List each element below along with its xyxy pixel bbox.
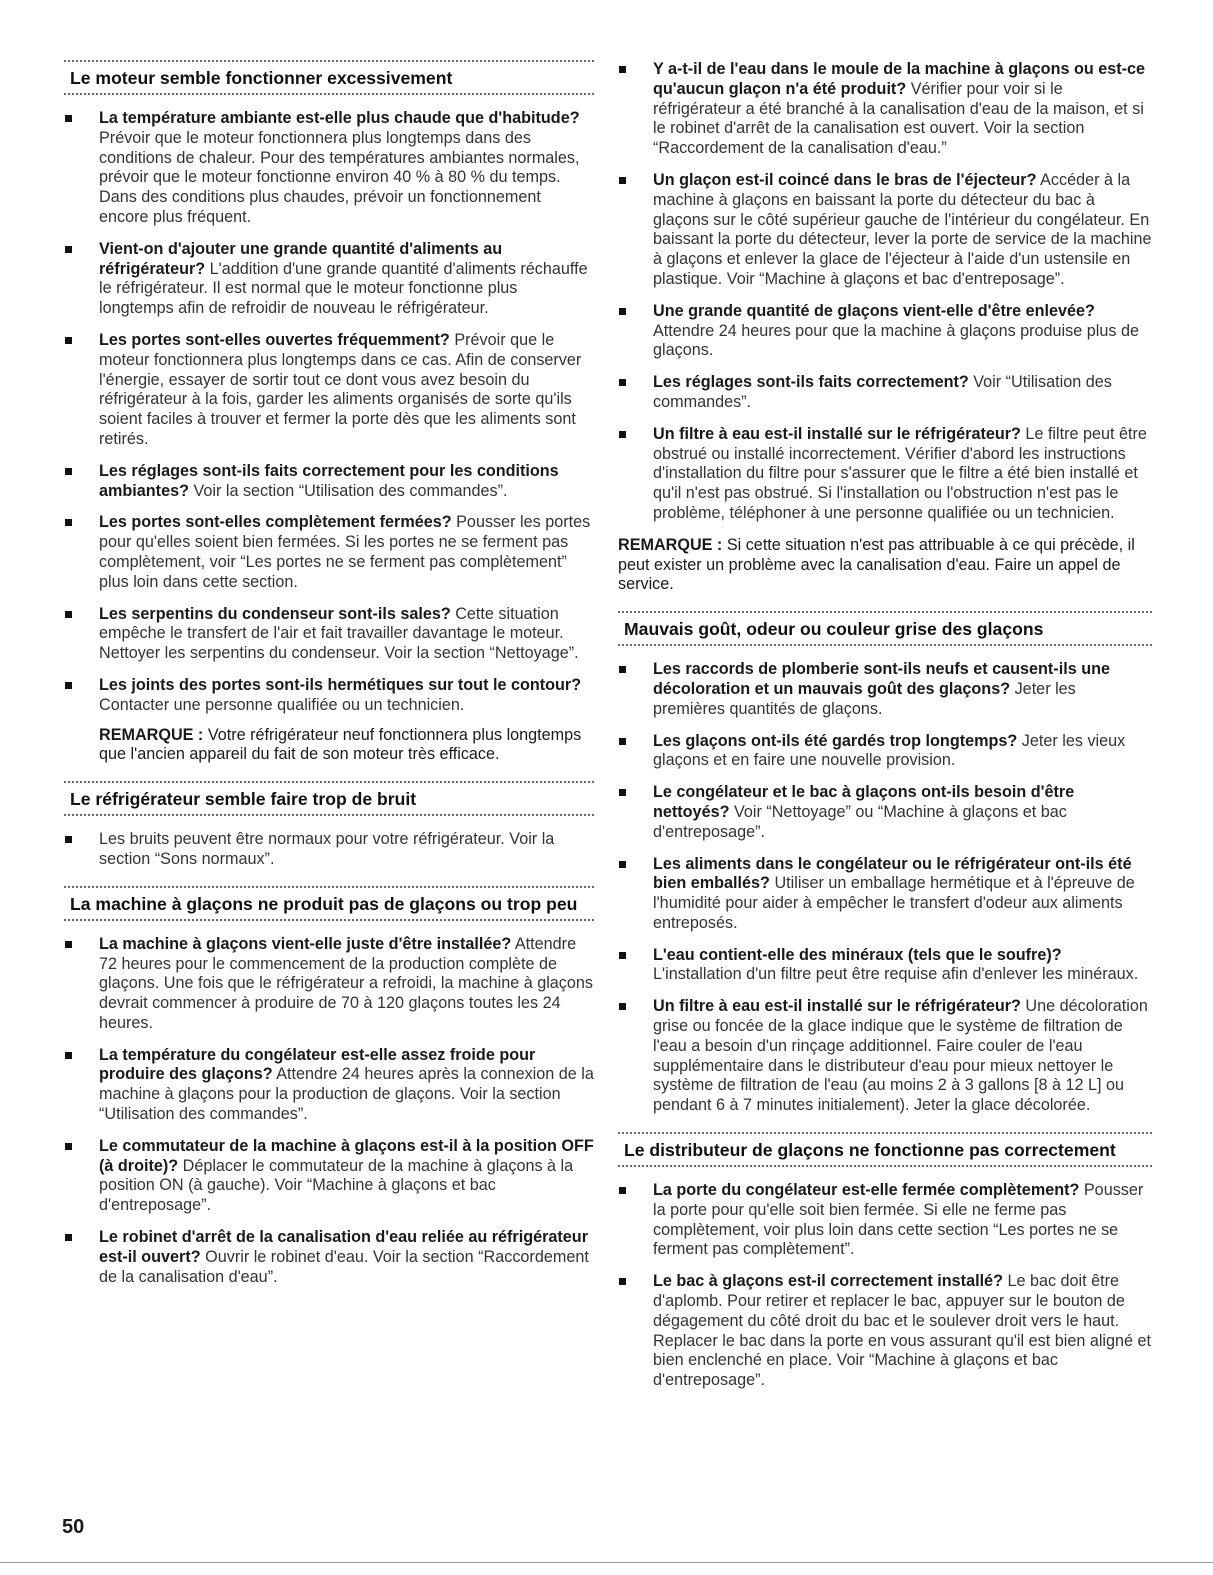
item-question: Le bac à glaçons est-il correctement installé?	[653, 1272, 1003, 1291]
list-item	[64, 1228, 594, 1287]
section-heading	[64, 60, 594, 95]
bullet-icon	[65, 246, 72, 253]
item-answer: Pousser la porte pour qu'elle soit bien fermée. Si elle ne ferme pas complètement, voir plus loin dans cette section “Les portes ne se ferment pas complètement”.	[653, 1181, 1144, 1259]
item-answer: Ouvrir le robinet d'eau. Voir la section “Raccordement de la canalisation d'eau”.	[99, 1247, 589, 1286]
item-question: Le congélateur et le bac à glaçons ont-ils besoin d'être nettoyés?	[653, 783, 1075, 821]
item-question: La température du congélateur est-elle assez froide pour produire des glaçons?	[99, 1045, 536, 1084]
list-item	[618, 1181, 1152, 1260]
item-list	[618, 60, 1152, 524]
bullet-icon	[65, 1052, 72, 1059]
item-list	[618, 660, 1152, 1116]
item-answer: Utiliser un emballage hermétique et à l'épreuve de l'humidité pour aider à empêcher le transfert d'odeur aux aliments entreposés.	[653, 874, 1135, 932]
section-title: Le moteur semble fonctionner excessivement	[70, 68, 453, 88]
item-answer: Le filtre peut être obstrué ou installé incorrectement. Vérifier d'abord les instructions d'installation du filtre pour s'assurer que le filtre a été bien installé et qu'il n'est pas obstrué. Si l'installation ou l'obstruction n'est pas le problème, téléphoner à une personne qualifiée ou un technicien.	[653, 424, 1147, 522]
bullet-icon	[619, 1278, 626, 1285]
list-item	[618, 425, 1152, 524]
list-item	[618, 660, 1152, 719]
item-answer: L'addition d'une grande quantité d'aliments réchauffe le réfrigérateur. Il est normal que le moteur fonctionne plus longtemps afin de refroidir de nouveau le réfrigérateur.	[99, 259, 588, 318]
list-item	[64, 109, 594, 228]
item-answer: Une décoloration grise ou foncée de la glace indique que le système de filtration de l'eau a besoin d'un rinçage additionnel. Faire couler de l'eau supplémentaire dans le distributeur d'eau pour mieux nettoyer le système de filtration de l'eau (au moins 2 à 3 gallons [8 à 12 L] ou pendant 6 à 7 minutes initialement). Jeter la glace décolorée.	[653, 997, 1148, 1115]
item-answer: Pousser les portes pour qu'elles soient bien fermées. Si les portes ne se ferment pas complètement, voir “Les portes ne se ferment pas complètement” plus loin dans cette section.	[99, 513, 591, 591]
bullet-icon	[619, 666, 626, 673]
list-item	[64, 331, 594, 450]
list-item	[618, 373, 1152, 413]
item-answer: Accéder à la machine à glaçons en baissant la porte du détecteur du bac à glaçons sur le côté supérieur gauche de l'intérieur du congélateur. En baissant la porte du détecteur, lever la porte de service de la machine à glaçons et enlever la glace de l'éjecteur à l'aide d'un ustensile en plastique. Voir “Machine à glaçons et bac d'entreposage”.	[653, 170, 1152, 288]
section-mauvais-gout	[618, 611, 1152, 1116]
item-answer: Prévoir que le moteur fonctionnera plus longtemps dans ce cas. Afin de conserver l'énergie, essayer de sortir tout ce dont vous avez besoin du réfrigérateur à la fois, garder les aliments organisés de sorte qu'ils soient faciles à trouver et fermer la porte dès que les aliments sont retirés.	[99, 330, 582, 448]
bullet-icon	[619, 66, 626, 73]
item-question: Le robinet d'arrêt de la canalisation d'eau reliée au réfrigérateur est-il ouvert?	[99, 1228, 588, 1266]
item-question: Les serpentins du condenseur sont-ils sales?	[99, 604, 451, 623]
item-answer: Attendre 24 heures pour que la machine à glaçons produise plus de glaçons.	[653, 321, 1139, 360]
item-list	[64, 935, 594, 1288]
bullet-icon	[619, 952, 626, 959]
list-item	[64, 240, 594, 319]
item-answer: Jeter les premières quantités de glaçons.	[653, 679, 1076, 718]
bullet-icon	[619, 308, 626, 315]
footer-rule	[0, 1562, 1213, 1563]
bullet-icon	[619, 431, 626, 438]
item-question: Les portes sont-elles complètement fermées?	[99, 513, 452, 532]
item-list	[618, 1181, 1152, 1391]
list-item	[64, 1137, 594, 1216]
list-item	[618, 60, 1152, 159]
section-title: La machine à glaçons ne produit pas de glaçons ou trop peu	[70, 893, 578, 914]
bullet-icon	[619, 861, 626, 868]
item-question: Un glaçon est-il coincé dans le bras de l'éjecteur?	[653, 170, 1037, 189]
list-item	[618, 855, 1152, 934]
section-heading	[618, 611, 1152, 646]
list-item	[64, 935, 594, 1034]
section-moteur	[64, 60, 594, 765]
note-text: Votre réfrigérateur neuf fonctionnera plus longtemps que l'ancien appareil du fait de son moteur très efficace.	[99, 725, 582, 764]
list-item	[64, 513, 594, 592]
section-machine-glacons	[64, 886, 594, 1288]
item-answer: Attendre 24 heures après la connexion de la machine à glaçons pour la production de glaçons. Voir la section “Utilisation des commandes”.	[99, 1065, 594, 1124]
item-question: Les joints des portes sont-ils hermétiques sur tout le contour?	[99, 675, 582, 694]
bullet-icon	[65, 519, 72, 526]
list-item	[618, 732, 1152, 772]
item-question: La température ambiante est-elle plus chaude que d'habitude?	[99, 109, 580, 127]
item-question: Les réglages sont-ils faits correctement?	[653, 373, 969, 392]
item-question: Les réglages sont-ils faits correctement pour les conditions ambiantes?	[99, 461, 559, 500]
left-column	[64, 60, 594, 1303]
item-question: Le commutateur de la machine à glaçons est-il à la position OFF (à droite)?	[99, 1136, 594, 1175]
item-answer: Cette situation empêche le transfert de l'air et fait travailler davantage le moteur. Nettoyer les serpentins du condenseur. Voir la section “Nettoyage”.	[99, 604, 579, 663]
bullet-icon	[619, 379, 626, 386]
bullet-icon	[65, 941, 72, 948]
note-label: REMARQUE :	[618, 535, 723, 554]
list-item	[64, 830, 594, 870]
item-answer: Prévoir que le moteur fonctionnera plus longtemps dans des conditions de chaleur. Pour des températures ambiantes normales, prévoir que le moteur fonctionne environ 40 % à 80 % du temps. Dans des conditions plus chaudes, prévoir un fonctionnement encore plus fréquent.	[99, 128, 580, 226]
note	[64, 726, 594, 766]
item-answer: Voir la section “Utilisation des commandes”.	[188, 481, 508, 500]
section-heading	[618, 1132, 1152, 1167]
bullet-icon	[65, 682, 72, 689]
item-question: La porte du congélateur est-elle fermée complètement?	[653, 1181, 1080, 1200]
note	[618, 536, 1152, 595]
bullet-icon	[619, 738, 626, 745]
item-answer: Attendre 72 heures pour le commencement de la production complète de glaçons. Une fois que le réfrigérateur a refroidi, la machine à glaçons devrait commencer à produire de 70 à 120 glaçons toutes les 24 heures.	[99, 934, 593, 1032]
list-item	[64, 1046, 594, 1125]
section-bruit	[64, 781, 594, 870]
item-question: Les raccords de plomberie sont-ils neufs et causent-ils une décoloration et un mauvais goût des glaçons?	[653, 660, 1110, 698]
bullet-icon	[65, 337, 72, 344]
item-question: La machine à glaçons vient-elle juste d'être installée?	[99, 934, 512, 953]
bullet-icon	[65, 468, 72, 475]
right-column	[618, 60, 1152, 1407]
bullet-icon	[65, 611, 72, 618]
page-number: 50	[62, 1516, 85, 1538]
bullet-icon	[619, 1003, 626, 1010]
item-question: Un filtre à eau est-il installé sur le réfrigérateur?	[653, 997, 1021, 1016]
item-answer: Les bruits peuvent être normaux pour votre réfrigérateur. Voir la section “Sons normaux”.	[99, 830, 555, 868]
list-item	[618, 302, 1152, 361]
section-title: Mauvais goût, odeur ou couleur grise des glaçons	[624, 619, 1044, 640]
item-question: L'eau contient-elle des minéraux (tels que le soufre)?	[653, 945, 1062, 964]
item-question: Vient-on d'ajouter une grande quantité d'aliments au réfrigérateur?	[99, 239, 503, 278]
item-answer: L'installation d'un filtre peut être requise afin d'enlever les minéraux.	[653, 965, 1139, 984]
list-item	[64, 462, 594, 502]
list-item	[64, 605, 594, 664]
bullet-icon	[65, 836, 72, 843]
item-answer: Le bac doit être d'aplomb. Pour retirer et replacer le bac, appuyer sur le bouton de dégagement du côté droit du bac et le soulever droit vers le haut. Replacer le bac dans la porte en vous assurant qu'il est bien aligné et bien enclenché en place. Voir “Machine à glaçons et bac d'entreposage”.	[653, 1272, 1152, 1390]
item-question: Les portes sont-elles ouvertes fréquemment?	[99, 330, 450, 349]
item-answer: Voir “Nettoyage” ou “Machine à glaçons et bac d'entreposage”.	[653, 802, 1067, 841]
item-list	[64, 109, 594, 716]
list-item	[618, 783, 1152, 842]
section-heading	[64, 781, 594, 816]
section-machine-glacons-cont	[618, 60, 1152, 595]
note-label: REMARQUE :	[99, 725, 204, 744]
item-question: Les aliments dans le congélateur ou le réfrigérateur ont-ils été bien emballés?	[653, 854, 1132, 893]
item-question: Une grande quantité de glaçons vient-elle d'être enlevée?	[653, 301, 1095, 320]
section-title: Le réfrigérateur semble faire trop de bruit	[70, 789, 417, 810]
section-distributeur	[618, 1132, 1152, 1391]
bullet-icon	[619, 789, 626, 796]
list-item	[618, 1272, 1152, 1391]
bullet-icon	[619, 1187, 626, 1194]
item-question: Un filtre à eau est-il installé sur le réfrigérateur?	[653, 424, 1021, 443]
item-answer: Vérifier pour voir si le réfrigérateur a été branché à la canalisation d'eau de la maison, et si le robinet d'arrêt de la canalisation est ouvert. Voir la section “Raccordement de la canalisation d'eau.”	[653, 79, 1144, 158]
list-item	[64, 676, 594, 716]
bullet-icon	[65, 1234, 72, 1241]
item-answer: Contacter une personne qualifiée ou un technicien.	[99, 695, 465, 714]
bullet-icon	[65, 115, 72, 122]
bullet-icon	[65, 1143, 72, 1150]
list-item	[618, 171, 1152, 290]
item-question: Y a-t-il de l'eau dans le moule de la machine à glaçons ou est-ce qu'aucun glaçon n'a été produit?	[653, 60, 1146, 98]
item-answer: Déplacer le commutateur de la machine à glaçons à la position ON (à gauche). Voir “Machine à glaçons et bac d'entreposage”.	[99, 1156, 574, 1215]
section-heading	[64, 886, 594, 921]
item-list	[64, 830, 594, 870]
list-item	[618, 946, 1152, 986]
item-answer: Jeter les vieux glaçons et en faire une nouvelle provision.	[653, 731, 1126, 770]
bullet-icon	[619, 177, 626, 184]
item-question: Les glaçons ont-ils été gardés trop longtemps?	[653, 731, 1018, 750]
note-text: Si cette situation n'est pas attribuable à ce qui précède, il peut exister un problème avec la canalisation d'eau. Faire un appel de service.	[618, 535, 1135, 594]
list-item	[618, 997, 1152, 1116]
section-title: Le distributeur de glaçons ne fonctionne pas correctement	[624, 1140, 1116, 1161]
item-answer: Voir “Utilisation des commandes”.	[653, 373, 1112, 411]
